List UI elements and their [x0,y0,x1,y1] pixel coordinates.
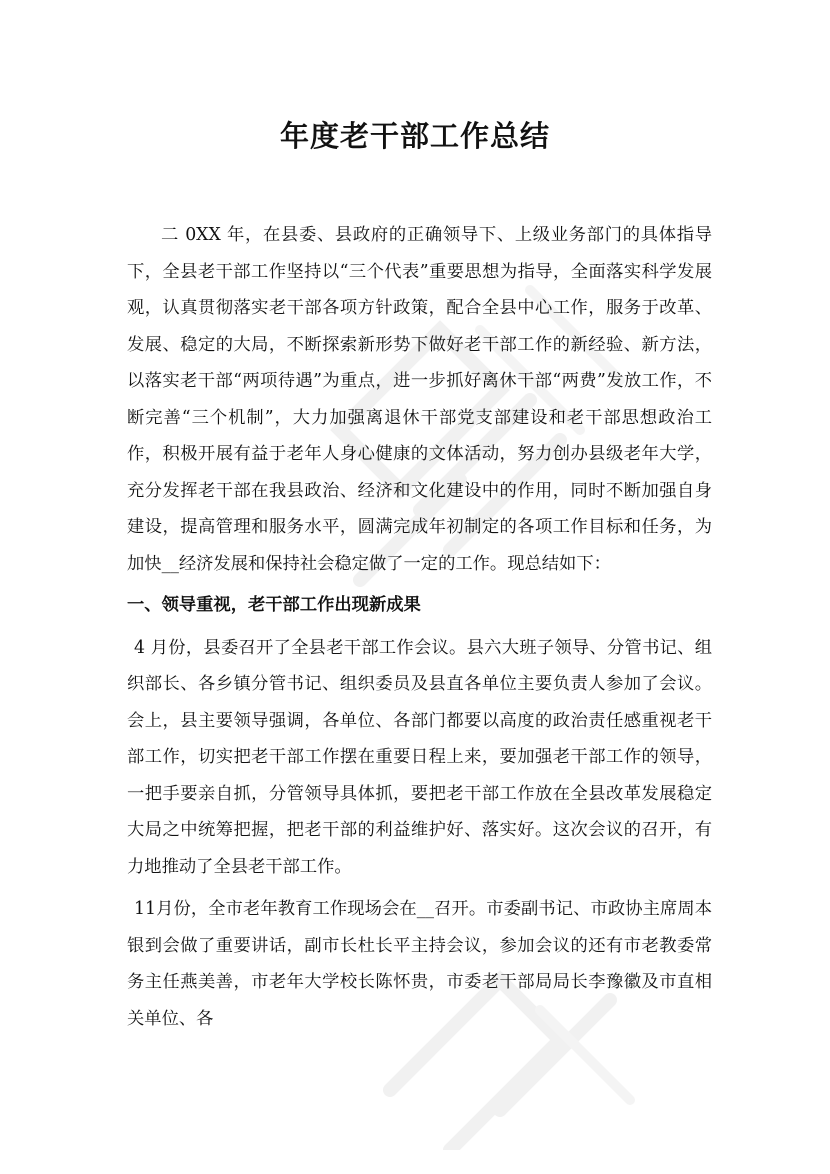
document-title: 年度老干部工作总结 [279,119,550,153]
document-body [127,217,712,1037]
section-heading: 一、领导重视，老干部工作出现新成果 [127,595,421,615]
body-paragraph: 11月份，全市老年教育工作现场会在__召开。市委副书记、市政协主席周本银到会做了重要讲话，副市长杜长平主持会议，参加会议的还有市老教委常务主任燕美善，市老年大学校长陈怀贵，市委老干部局局长李豫徽及市直相关单位、各 [127,899,712,1029]
body-paragraph: 4 月份，县委召开了全县老干部工作会议。县六大班子领导、分管书记、组织部长、各乡镇分管书记、组织委员及县直各单位主要负责人参加了会议。会上，县主要领导强调，各单位、各部门都要以高度的政治责任感重视老干部工作，切实把老干部工作摆在重要日程上来，要加强老干部工作的领导，一把手要亲自抓，分管领导具体抓，要把老干部工作放在全县改革发展稳定大局之中统筹把握，把老干部的利益维护好、落实好。这次会议的召开，有力地推动了全县老干部工作。 [127,637,712,877]
intro-paragraph: 二 0XX 年，在县委、县政府的正确领导下、上级业务部门的具体指导下，全县老干部工作坚持以“三个代表”重要思想为指导，全面落实科学发展观，认真贯彻落实老干部各项方针政策，配合全县中心工作，服务于改革、发展、稳定的大局，不断探索新形势下做好老干部工作的新经验、新方法，以落实老干部“两项待遇”为重点，进一步抓好离休干部“两费”发放工作，不断完善“三个机制”，大力加强离退休干部党支部建设和老干部思想政治工作，积极开展有益于老年人身心健康的文体活动，努力创办县级老年大学，充分发挥老干部在我县政治、经济和文化建设中的作用，同时不断加强自身建设，提高管理和服务水平，圆满完成年初制定的各项工作目标和任务，为加快__经济发展和保持社会稳定做了一定的工作。现总结如下： [127,225,712,574]
